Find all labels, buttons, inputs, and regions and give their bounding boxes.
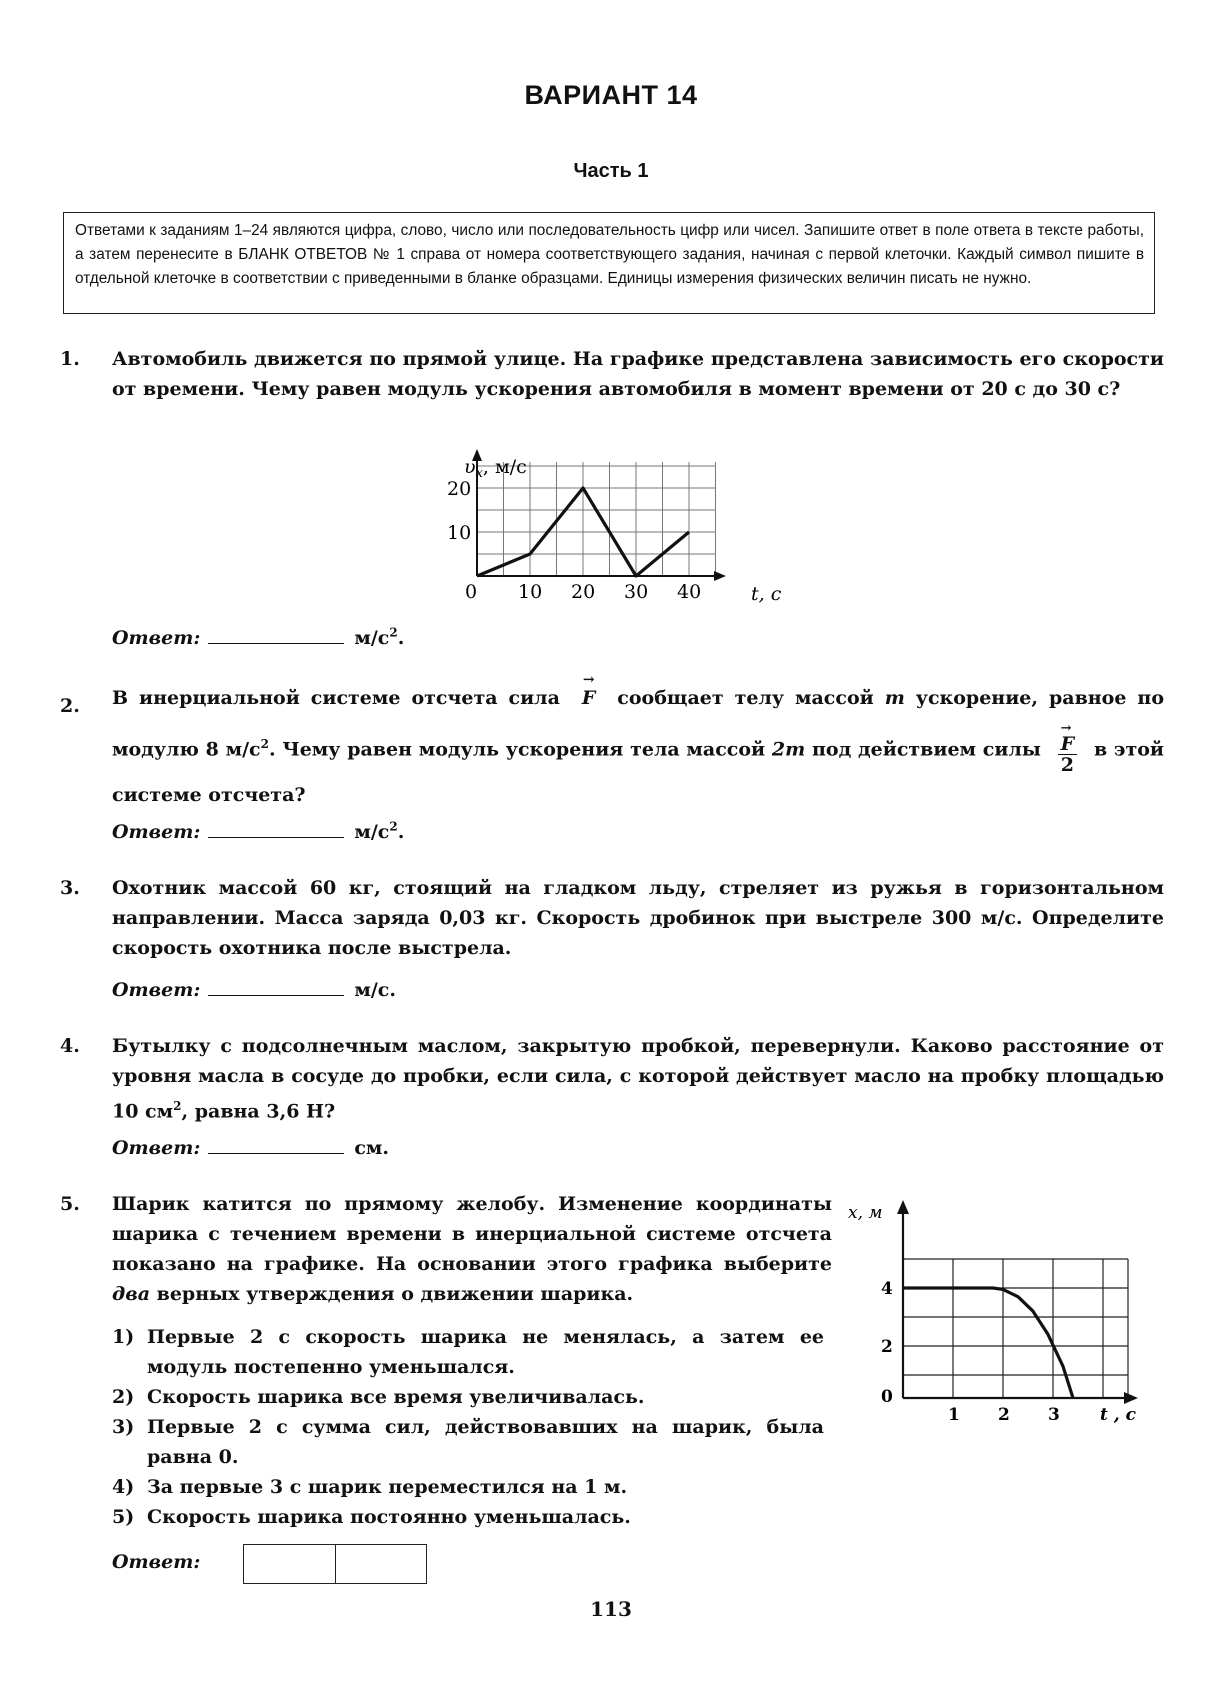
q2-text-c: ускорение, равное по модулю 8 м/с — [112, 687, 1164, 761]
option-5: 5) Скорость шарика постоянно уменьшалась. — [112, 1506, 631, 1528]
answer-line-2 — [112, 819, 404, 843]
question-text: Автомобиль движется по прямой улице. На графике представлена зависимость его скорости от времени. Чему равен модуль ускорения автомобиля в момент времени от 20 с до 30 с? — [112, 348, 1164, 400]
option-3: 3) Первые 2 с сумма сил, действовавших на шарик, была равна 0. — [112, 1416, 824, 1468]
page-number: 113 — [590, 1597, 632, 1621]
answer-unit: м/с. — [354, 979, 396, 1001]
question-number: 4. — [60, 1035, 80, 1057]
answer-blank-1[interactable] — [208, 625, 344, 644]
x-axis-arrow-icon — [714, 571, 726, 581]
answer-cells[interactable] — [243, 1544, 427, 1584]
answer-blank-4[interactable] — [208, 1135, 344, 1154]
y-tick-label: 0 — [881, 1387, 893, 1407]
x-tick-label: 10 — [518, 581, 543, 603]
x-tick-label: 30 — [624, 581, 649, 603]
question-text: Шарик катится по прямому желобу. Изменение координаты шарика с течением времени в инерциальной системе отсчета показано на графике. На основании этого графика выберите два верных утверждения о движении шарика. — [112, 1193, 832, 1305]
x-axis-arrow-icon — [1124, 1392, 1138, 1404]
y-tick-label: 20 — [447, 478, 472, 500]
option-2: 2) Скорость шарика все время увеличивалась. — [112, 1386, 645, 1408]
y-tick-label: 4 — [881, 1279, 893, 1299]
question-4 — [60, 1031, 1164, 1126]
answer-line-5 — [112, 1551, 200, 1573]
answer-label: Ответ: — [112, 1137, 201, 1159]
answer-options — [112, 1322, 824, 1532]
answer-cell-1[interactable] — [244, 1545, 336, 1583]
x-tick-label: 2 — [998, 1405, 1010, 1425]
variant-title: ВАРИАНТ 14 — [524, 80, 698, 110]
answer-blank-3[interactable] — [208, 977, 344, 996]
y-axis-label: $\upsilon_x$, м/с — [464, 456, 527, 481]
answer-unit: м/с — [354, 627, 390, 649]
y-axis-arrow-icon — [897, 1200, 909, 1214]
x-tick-label: 0 — [465, 581, 478, 603]
y-axis-label: x, м — [848, 1203, 883, 1223]
x-tick-label: 40 — [677, 581, 702, 603]
unit-sup: 2 — [389, 819, 398, 834]
y-tick-label: 10 — [447, 522, 472, 544]
x-axis-label: t, с — [751, 583, 782, 605]
x-tick-label: 3 — [1048, 1405, 1060, 1425]
answer-label: Ответ: — [112, 1551, 201, 1573]
instructions-box: Ответами к заданиям 1–24 являются цифра, слово, число или последовательность цифр или чисел. Запишите ответ в поле ответа в тексте работы, а затем перенесите в БЛАНК ОТВЕТОВ № 1 справа от номера соответствующего задания, начиная с первой клеточки. Каждый символ пишите в отдельной клеточке в соответствии с приведенными в бланке образцами. Единицы измерения физических величин писать не нужно. — [63, 212, 1155, 314]
answer-line-1 — [112, 625, 404, 649]
question-3 — [60, 873, 1164, 963]
q2-text-a: В инерциальной системе отсчета сила — [112, 687, 560, 709]
q2-sup: 2 — [260, 737, 269, 751]
unit-end: . — [397, 821, 405, 843]
question-number: 1. — [60, 348, 80, 370]
answer-line-3 — [112, 977, 396, 1001]
q2-text-f: в этой системе отсчета? — [112, 738, 1164, 807]
q2-text-e: под действием силы — [811, 738, 1041, 761]
question-text: Охотник массой 60 кг, стоящий на гладком льду, стреляет из ружья в горизонтальном направлении. Масса заряда 0,03 кг. Скорость дробинок при выстреле 300 м/с. Определите скорость охотника после выстрела. — [112, 877, 1164, 959]
coordinate-time-chart — [840, 1198, 1160, 1438]
coordinate-series-line — [903, 1288, 1073, 1398]
question-text: Бутылку с подсолнечным маслом, закрытую пробкой, перевернули. Каково расстояние от уровня масла в сосуде до пробки, если сила, с которой действует масло на пробку площадью 10 $см^2$, равна 3,6 Н? — [112, 1035, 1164, 1123]
option-1: 1) Первые 2 с скорость шарика не менялась, а затем ее модуль постепенно уменьшался. — [112, 1326, 824, 1378]
x-tick-label: 20 — [571, 581, 596, 603]
question-2 — [60, 672, 1164, 826]
unit-sup: 2 — [389, 625, 398, 640]
x-axis-label: t , с — [1100, 1405, 1136, 1425]
question-number: 3. — [60, 877, 80, 899]
question-5 — [60, 1189, 832, 1309]
question-text — [112, 672, 1164, 818]
part-heading: Часть 1 — [573, 160, 649, 182]
question-number: 5. — [60, 1193, 80, 1215]
answer-label: Ответ: — [112, 979, 201, 1001]
vector-arrow-icon: → — [582, 672, 595, 688]
answer-label: Ответ: — [112, 627, 201, 649]
option-4: 4) За первые 3 с шарик переместился на 1 м. — [112, 1476, 628, 1498]
force-fraction: → F 2 — [1058, 734, 1078, 775]
q2-text-b: сообщает телу массой — [617, 687, 874, 709]
y-tick-label: 2 — [881, 1337, 893, 1357]
force-vector-symbol: → F — [582, 675, 596, 721]
mass2-symbol: 2m — [771, 738, 806, 761]
x-tick-label: 1 — [948, 1405, 960, 1425]
question-1 — [60, 344, 1164, 404]
unit-end: . — [397, 627, 405, 649]
mass-symbol: m — [884, 687, 905, 709]
answer-unit: м/с — [354, 821, 390, 843]
answer-line-4 — [112, 1135, 389, 1159]
answer-blank-2[interactable] — [208, 819, 344, 838]
velocity-time-chart — [420, 448, 800, 608]
emphasis-two: два — [112, 1283, 150, 1305]
answer-unit: см. — [354, 1137, 390, 1159]
vector-arrow-icon: → — [1060, 720, 1072, 736]
answer-label: Ответ: — [112, 821, 201, 843]
q2-text-d: . Чему равен модуль ускорения тела массой — [268, 738, 766, 761]
question-number: 2. — [60, 695, 80, 717]
